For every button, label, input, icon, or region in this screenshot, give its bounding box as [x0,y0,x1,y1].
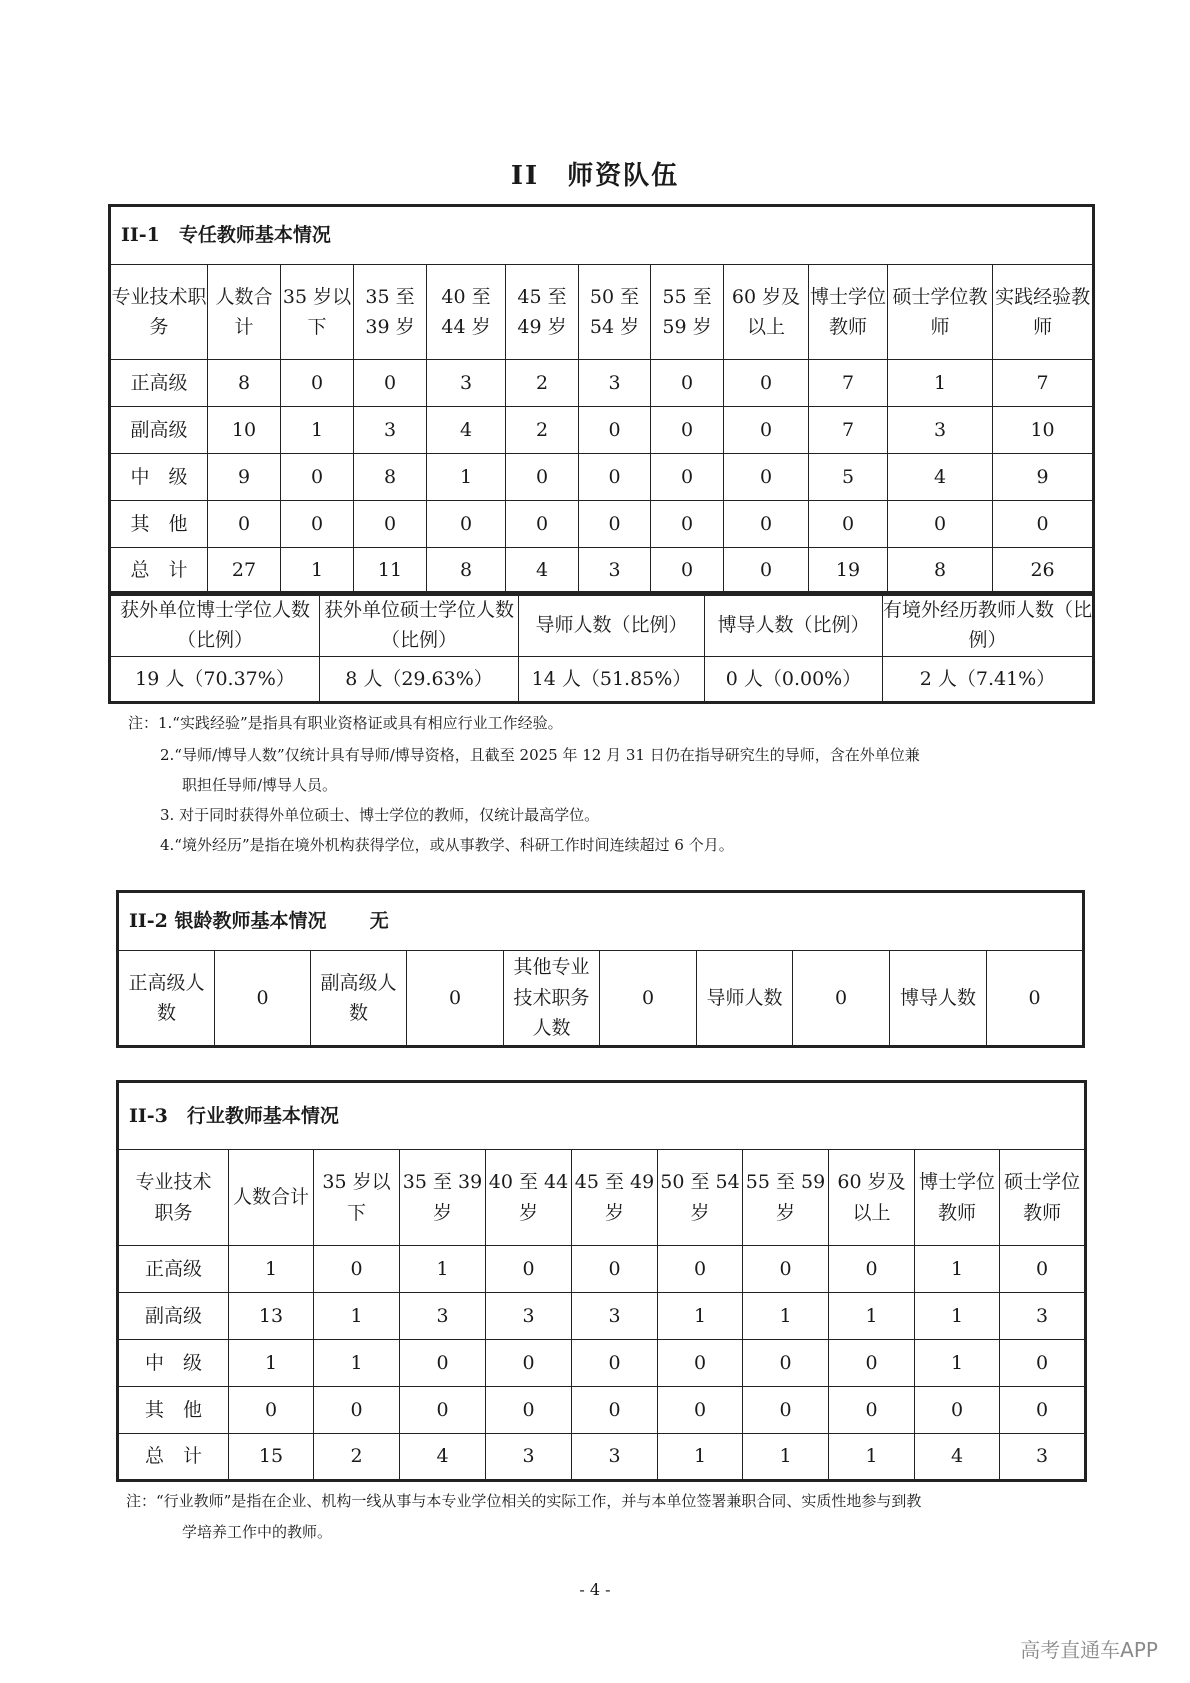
table-cell: 0 [354,360,427,407]
table1-header-cell: 45 至 49 岁 [506,265,579,360]
table-cell: 4 [888,454,993,501]
table-cell: 0 [724,407,809,454]
table-cell: 0 [400,1340,486,1387]
table-cell: 0 [724,548,809,595]
table2-value-cell: 0 [987,951,1084,1047]
note-line: 4.“境外经历”是指在境外机构获得学位，或从事教学、科研工作时间连续超过 6 个月。 [160,836,734,854]
table-cell: 0 [915,1387,1000,1434]
table-cell: 1 [281,548,354,595]
table-row [110,454,1094,501]
table-row [118,1293,1086,1340]
table-cell: 0 [658,1340,743,1387]
table2-title-note: 无 [369,910,389,933]
table1-header-cell: 专业技术职务 [110,265,208,360]
table-cell: 0 [281,454,354,501]
summary-header-cell: 有境外经历教师人数（比例） [883,593,1094,657]
table-cell: 0 [724,360,809,407]
table2-value-cell: 0 [793,951,890,1047]
table-cell: 0 [651,360,724,407]
page-number: - 4 - [579,1580,611,1599]
table-cell: 0 [809,501,888,548]
table-cell: 0 [579,501,651,548]
note-line: 2.“导师/博导人数”仅统计具有导师/博导资格，且截至 2025 年 12 月 31 日仍在指导研究生的导师，含在外单位兼 [160,746,920,764]
table-row [118,1246,1086,1293]
table-cell: 1 [829,1434,915,1481]
table-cell: 0 [829,1340,915,1387]
table3-header-cell: 45 至 49 岁 [572,1150,658,1246]
summary-value-cell: 19 人（70.37%） [110,657,320,703]
table2-label-cell: 导师人数 [697,951,793,1047]
table1-summary [108,591,1095,704]
table-cell: 1 [658,1293,743,1340]
table-cell: 3 [486,1434,572,1481]
summary-header-cell: 导师人数（比例） [519,593,705,657]
table-cell: 13 [229,1293,314,1340]
table-cell: 0 [651,454,724,501]
table-cell: 9 [208,454,281,501]
table3-header-cell: 35 至 39 岁 [400,1150,486,1246]
note-line: 注：“行业教师”是指在企业、机构一线从事与本专业学位相关的实际工作，并与本单位签署兼职合同、实质性地参与到教 [126,1492,922,1510]
table3-header-cell: 35 岁以下 [314,1150,400,1246]
table-cell: 11 [354,548,427,595]
table1-header-cell: 55 至 59 岁 [651,265,724,360]
table-cell: 0 [888,501,993,548]
table-cell: 1 [314,1293,400,1340]
table-cell: 4 [506,548,579,595]
table1-header-cell: 60 岁及以上 [724,265,809,360]
table-cell: 4 [427,407,506,454]
table3-header-cell: 55 至 59 岁 [743,1150,829,1246]
table-cell: 27 [208,548,281,595]
table3-header-cell: 硕士学位教师 [1000,1150,1086,1246]
table-cell: 0 [314,1246,400,1293]
summary-value-cell: 2 人（7.41%） [883,657,1094,703]
table-cell: 0 [281,360,354,407]
table2-value-cell: 0 [600,951,697,1047]
table-cell: 2 [506,407,579,454]
summary-header-row [110,593,1094,657]
table-row [110,407,1094,454]
table-cell: 1 [427,454,506,501]
watermark: 高考直通车APP [1020,1638,1158,1662]
table-cell: 0 [314,1387,400,1434]
table-cell: 0 [486,1387,572,1434]
table-cell: 0 [486,1340,572,1387]
table-cell: 0 [281,501,354,548]
table-cell: 0 [829,1387,915,1434]
table-cell: 3 [579,548,651,595]
table3-header-cell: 人数合计 [229,1150,314,1246]
table-cell: 5 [809,454,888,501]
table-cell: 1 [915,1293,1000,1340]
table-cell: 0 [579,407,651,454]
table-row [110,360,1094,407]
summary-header-cell: 获外单位博士学位人数（比例） [110,593,320,657]
table-cell: 0 [427,501,506,548]
summary-value-cell: 0 人（0.00%） [705,657,883,703]
table-cell: 7 [809,360,888,407]
table-cell: 8 [208,360,281,407]
table-cell: 0 [506,501,579,548]
table-cell: 1 [314,1340,400,1387]
note-line: 学培养工作中的教师。 [182,1523,333,1541]
table-cell: 0 [658,1387,743,1434]
summary-header-cell: 获外单位硕士学位人数（比例） [320,593,519,657]
table-cell: 3 [400,1293,486,1340]
table3-header-cell: 博士学位教师 [915,1150,1000,1246]
table-cell: 3 [1000,1293,1086,1340]
table-cell: 0 [1000,1246,1086,1293]
table-industry-teachers [116,1080,1087,1482]
table-cell: 0 [658,1246,743,1293]
table1-header-cell: 40 至 44 岁 [427,265,506,360]
page-title: II 师资队伍 [510,161,680,191]
table-cell: 10 [208,407,281,454]
table3-header-cell: 专业技术职务 [118,1150,229,1246]
table-row [110,501,1094,548]
table-cell: 0 [572,1246,658,1293]
table-cell: 总 计 [110,548,208,595]
table-cell: 3 [572,1434,658,1481]
table-cell: 9 [993,454,1094,501]
table-cell: 4 [915,1434,1000,1481]
table-cell: 其 他 [118,1387,229,1434]
table-cell: 1 [658,1434,743,1481]
table-row [118,1387,1086,1434]
table-cell: 1 [743,1434,829,1481]
table2-title-text: II-2 银龄教师基本情况 [129,910,327,933]
table-cell: 0 [724,454,809,501]
table-cell: 正高级 [118,1246,229,1293]
table-cell: 1 [888,360,993,407]
table-cell: 0 [229,1387,314,1434]
table-cell: 3 [486,1293,572,1340]
table-cell: 10 [993,407,1094,454]
table-cell: 0 [651,501,724,548]
table-cell: 0 [208,501,281,548]
table-cell: 0 [1000,1340,1086,1387]
table-cell: 7 [809,407,888,454]
table-cell: 0 [743,1340,829,1387]
summary-value-cell: 8 人（29.63%） [320,657,519,703]
table-cell: 1 [229,1246,314,1293]
table-cell: 0 [651,548,724,595]
table-cell: 0 [354,501,427,548]
table-cell: 2 [506,360,579,407]
table-full-time-teachers [108,204,1095,596]
table3-header-cell: 50 至 54 岁 [658,1150,743,1246]
table-cell: 4 [400,1434,486,1481]
table-cell: 7 [993,360,1094,407]
table-cell: 0 [993,501,1094,548]
table1-header-cell: 35 岁以下 [281,265,354,360]
table2-label-cell: 正高级人数 [118,951,215,1047]
table-cell: 8 [888,548,993,595]
table-cell: 0 [572,1340,658,1387]
table-cell: 0 [829,1246,915,1293]
table2-label-cell: 副高级人数 [311,951,407,1047]
table-cell: 总 计 [118,1434,229,1481]
note-line: 3. 对于同时获得外单位硕士、博士学位的教师，仅统计最高学位。 [160,806,600,824]
table-senior-teachers [116,890,1085,1048]
table-cell: 1 [743,1293,829,1340]
table-cell: 8 [354,454,427,501]
table-cell: 0 [651,407,724,454]
table-cell: 3 [572,1293,658,1340]
table-cell: 8 [427,548,506,595]
table2-title [118,892,1084,951]
table-cell: 1 [400,1246,486,1293]
table3-header-row [118,1150,1086,1246]
table-cell: 0 [1000,1387,1086,1434]
table-cell: 正高级 [110,360,208,407]
table-cell: 1 [829,1293,915,1340]
table2-label-cell: 博导人数 [890,951,987,1047]
table1-header-cell: 硕士学位教师 [888,265,993,360]
table-row [118,1434,1086,1481]
table-cell: 1 [229,1340,314,1387]
table-cell: 0 [486,1246,572,1293]
table-cell: 副高级 [110,407,208,454]
table2-label-cell: 其他专业技术职务人数 [504,951,600,1047]
note-line: 注：1.“实践经验”是指具有职业资格证或具有相应行业工作经验。 [128,714,563,732]
table-cell: 1 [915,1246,1000,1293]
table-cell: 0 [506,454,579,501]
summary-header-cell: 博导人数（比例） [705,593,883,657]
table-cell: 2 [314,1434,400,1481]
table3-title: II-3 行业教师基本情况 [118,1082,1086,1150]
summary-value-cell: 14 人（51.85%） [519,657,705,703]
table-cell: 3 [888,407,993,454]
table2-value-cell: 0 [407,951,504,1047]
table3-header-cell: 60 岁及以上 [829,1150,915,1246]
table-cell: 3 [1000,1434,1086,1481]
table-cell: 中 级 [118,1340,229,1387]
table-cell: 0 [572,1387,658,1434]
table1-header-cell: 50 至 54 岁 [579,265,651,360]
table1-header-cell: 35 至 39 岁 [354,265,427,360]
table2-value-cell: 0 [215,951,311,1047]
summary-value-row [110,657,1094,703]
table-cell: 0 [400,1387,486,1434]
table-cell: 副高级 [118,1293,229,1340]
note-line: 职担任导师/博导人员。 [182,776,338,794]
table-cell: 其 他 [110,501,208,548]
table-cell: 0 [743,1246,829,1293]
table-cell: 3 [354,407,427,454]
table-cell: 15 [229,1434,314,1481]
table-cell: 19 [809,548,888,595]
table1-header-cell: 人数合计 [208,265,281,360]
table-row [118,951,1084,1047]
table1-title: II-1 专任教师基本情况 [110,206,1094,265]
table-cell: 3 [427,360,506,407]
table1-header-row [110,265,1094,360]
table-cell: 1 [281,407,354,454]
table-cell: 1 [915,1340,1000,1387]
table-cell: 3 [579,360,651,407]
table-cell: 中 级 [110,454,208,501]
table1-header-cell: 实践经验教师 [993,265,1094,360]
table-row [118,1340,1086,1387]
table-cell: 26 [993,548,1094,595]
table3-header-cell: 40 至 44 岁 [486,1150,572,1246]
table-cell: 0 [579,454,651,501]
table-cell: 0 [743,1387,829,1434]
table-row [110,548,1094,595]
table1-header-cell: 博士学位教师 [809,265,888,360]
table-cell: 0 [724,501,809,548]
